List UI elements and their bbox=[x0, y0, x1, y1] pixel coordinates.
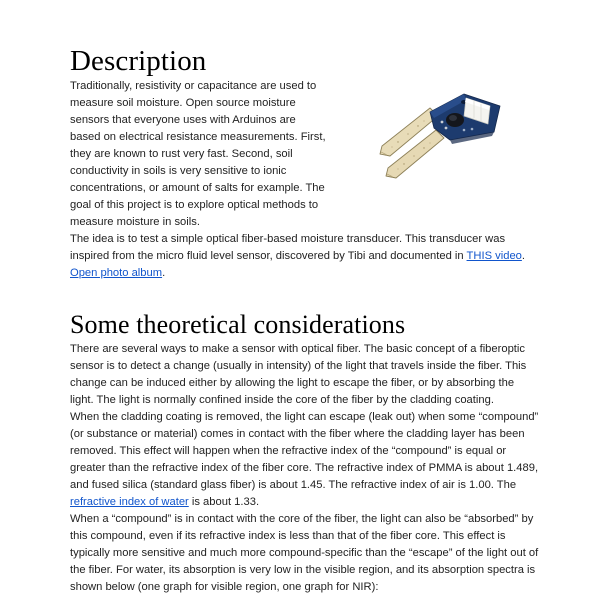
paragraph-idea-text-after: . bbox=[521, 250, 525, 262]
page-title: Description bbox=[70, 45, 207, 77]
open-photo-album-link[interactable]: Open photo album bbox=[70, 267, 163, 279]
this-video-link[interactable]: THIS video bbox=[466, 250, 522, 262]
paragraph-cladding bbox=[70, 409, 540, 511]
refractive-index-of-water-link[interactable]: refractive index of water bbox=[70, 496, 189, 508]
paragraph-description-intro: Traditionally, resistivity or capacitance are used to measure soil moisture. Open source moisture sensors that everyone uses with Arduinos are based on electrical resistance measurements. First, they are known to rust very fast. Second, soil conductivity in soils is very sensitive to ionic concentrations, or amount of salts for example. The goal of this project is to explore optical methods to measure moisture in soils. bbox=[70, 80, 326, 228]
soil-moisture-sensor-photo bbox=[378, 88, 526, 184]
sensor-illustration bbox=[378, 88, 526, 184]
paragraph-album-text-after: . bbox=[162, 267, 166, 279]
paragraph-cladding-text-before: When the cladding coating is removed, the light can escape (leak out) when some “compound” (or substance or material) comes in contact with the fiber where the cladding layer has been removed. This effect will happen when the refractive index of the “compound” is equal or greater than the refractive index of the fiber core. The refractive index of PMMA is about 1.489, and fused silica (standard glass fiber) is about 1.45. The refractive index of air is 1.00. The bbox=[70, 411, 539, 491]
paragraph-idea bbox=[70, 231, 540, 265]
paragraph-absorption: When a “compound” is in contact with the core of the fiber, the light can also be “absorbed” by this compound, even if its refractive index is less than that of the fiber core. This effect is typically more sensitive and much more compound-specific than the “escape” of the light out of the fiber. For water, its absorption is very low in the visible region, and its absorption spectra is shown below (one graph for visible region, one graph for NIR): bbox=[70, 513, 539, 593]
paragraph-idea-text-before: The idea is to test a simple optical fiber-based moisture transducer. This transducer was inspired from the micro fluid level sensor, discovered by Tibi and documented in bbox=[70, 233, 506, 262]
section-heading-theoretical: Some theoretical considerations bbox=[70, 310, 406, 339]
paragraph-photo-album bbox=[70, 265, 540, 282]
sensor-component bbox=[446, 113, 464, 127]
paragraph-fiberoptic-sensor: There are several ways to make a sensor with optical fiber. The basic concept of a fiberoptic sensor is to detect a change (usually in intensity) of the light that travels inside the fiber. This change can be induced either by allowing the light to escape the fiber, or by absorbing the light. The light is normally confined inside the core of the fiber by the cladding coating. bbox=[70, 343, 527, 406]
paragraph-cladding-text-after: is about 1.33. bbox=[188, 496, 260, 508]
